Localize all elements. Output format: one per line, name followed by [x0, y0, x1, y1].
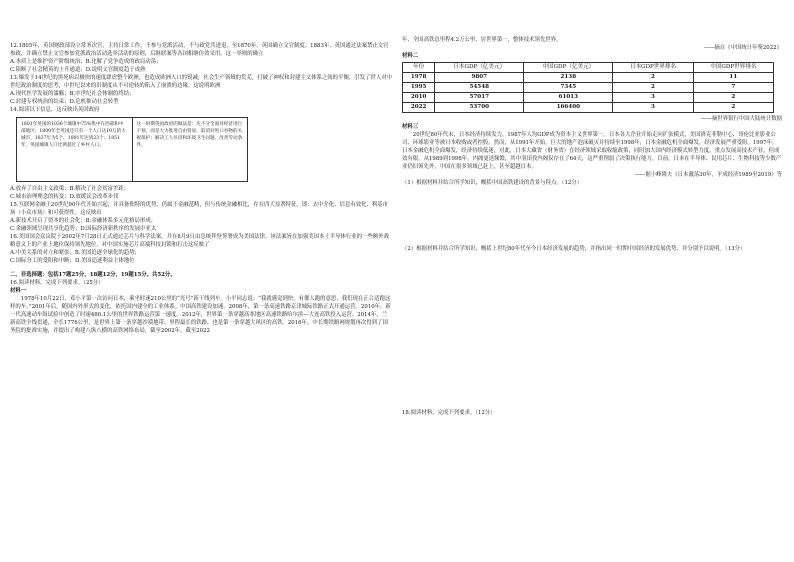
table-cell: 57017: [435, 93, 524, 103]
material-1-text: 1978年10月22日，邓小平第一次访问日本，乘坐时速210公里的“光号”新干线列车。小平同志说：“我就感觉到快，有催人跑的意思，我们现在正合适跑这样的车。”2001年后，随国内外形式的变化，依托国内建全的工业体系。中国高铁建设加速。2008年，第一条高速铁路京津城际铁路正式开通运营。2010年，新一代高速动车组试验中创造了时速486.1公里的世界铁路运营第一速度。2012年，世界第一条穿越高寒地区高速铁路哈尔滨—大连高铁投入运营。2014年，兰新高铁全线贯通，全长1776公里，是世界上第一条穿越沙漠地带、里程最长的铁路，也是第一条穿越大风区的高铁。2016年，中长期铁路网规划再次得到了国务院的批准实施，并提出了构建八纵八横的高铁网络布局，截至2002年，截至2022: [10, 296, 391, 334]
question-16-stem: 16.美国国会众议院于2002年7月28日正式通过芯片与科学法案，并在8月9日由总统拜登签署成为美国法律。该法案旨在加强美国本土半导体行业的一些额外战略意义上的产业上地位保持领先地位，对中国实施芯片高端科技封锁和打击这反映了: [10, 234, 390, 248]
left-column: [10, 42, 392, 335]
question-14-stem: 14.阅读以下信息，这反映出英国政府: [10, 107, 100, 113]
question-13-stem: 13.爆发于14世纪的黑死病以极快的速度肆虐整个欧洲，也造成欧洲人口的锐减，社会生产领域的荒芜，打破了神权和封建主义体系之间的平衡，引发了世人对中世纪政治制度的思考，中世纪以来的旧制度从不可逆转的陷入了崩溃的边缘。这说明欧洲: [10, 75, 392, 89]
material-3-text: 20世纪80年代末，日本经济持续发力，1987年人均GDP成为资本主义世界第一。日本各大企业开始走向扩张模式，美国洛克菲勒中心、哥伦比亚影业公司、环球影业等被日本收购或者控股。然而，从1991年开始，巨大的地产泡沫破灭并持续至1998年，日本金融危机全面爆发，经济发展严重受阻。1997年，日本金融危机全面爆发，经济持续低迷，对此，日本大藏省（财务省）在经济领域采取收缩政策，同时加大国内经济模式转型力度，重点发展高技术产业，但成效有限。从1989到1998年，内阁更迭频繁，其中羽田孜内阁仅存在了64天，这严重削弱了决策执行能力。目前，日本在半导体、民用芯片、生物科技等少数产业仍旧领先外，中国在很多领域已赶上，甚至超越日本。: [402, 132, 782, 170]
table-header-cell: 年份: [403, 63, 435, 73]
question-15: [10, 201, 392, 233]
answer-space-2: [402, 253, 782, 409]
question-17-heading: 16.阅读材料，完成下列要求。（25分）: [10, 280, 104, 286]
question-12: [10, 42, 392, 74]
table-cell: 2138: [524, 73, 613, 83]
question-12-option-row: A.本质上是维护资产阶级统治；B.化解了党争造成的政局动荡；: [10, 59, 162, 65]
table-cell: 2: [693, 103, 773, 113]
table-cell: 9807: [435, 73, 524, 83]
material-1-source: ——摘自《中国统计年鉴2022》: [703, 45, 782, 51]
material-3-label: 材料三: [402, 124, 419, 130]
right-column: [402, 36, 782, 417]
question-12-stem: 12.1805年，英国财政部设立常务次官，主持日常工作，不参与党派活动，不与政党共进退。至1870年，英国确立文官制度；1883年，英国通过法案禁止文官参政，并确立禁止文官参加党派政治活动选举活动的原则，后继联案等各国相继仿效采用。这一举则的确立: [10, 43, 389, 57]
question-12-option-row: C.阻断了社会精英的上升通道；D.说明文官制度趋于成熟: [10, 67, 146, 73]
question-13-option-row: C.封建专权统治的结束；D.危机推动社会转型: [10, 99, 119, 105]
question-14-option-row: A.放弃了自由主义政策；B.解决了社会贫富差距；: [10, 186, 130, 192]
table-cell: 11: [693, 73, 773, 83]
question-13: [10, 74, 392, 106]
table-cell: 3: [613, 103, 693, 113]
table-cell: 2: [613, 73, 693, 83]
section-two-heading: 二、非选择题：包括17题25分，18题12分，19题15分。共52分。: [10, 272, 176, 278]
question-15-option-row: C.金融领域呈现共享化趋势；D.国际经济新秩序的发展中亚太: [10, 226, 157, 232]
table-cell: 166400: [524, 103, 613, 113]
table-row: [403, 103, 774, 113]
table-cell: 2022: [403, 103, 435, 113]
table-cell: 2: [693, 93, 773, 103]
material-2-source: ——摘世界银行中国大陆统计数据: [701, 116, 782, 122]
table-cell: 54548: [435, 83, 524, 93]
table-row: [403, 73, 774, 83]
question-15-option-row: A.新技术开启了资本的社会化；B.金融体系多元化格局形成；: [10, 218, 157, 224]
material-3-source: ——据小峰隆夫《日本激荡30年，平成经济1989至2019》等: [634, 172, 782, 178]
table-cell: 1978: [403, 73, 435, 83]
question-14-option-row: C.城市治理理念的转变；D.放缓议会改革步伐: [10, 194, 119, 200]
question-14-info-table: [16, 117, 248, 182]
table-cell: 3: [613, 93, 693, 103]
table-header-row: [403, 63, 774, 73]
question-15-stem: 15.互联网金融于20世纪90年代开始兴起，并具备独特的优势，仍属于金融范畴，但与传统金融相比，存在四大显著特征，即：去中介化、信息有效化、利基市场（小众市场）和可获得性。这反映出: [10, 202, 389, 216]
table-header-cell: 中国GDP世界排名: [693, 63, 773, 73]
sub-question-1: （1）根据材料并结合所学知识，概括中国高铁建设的背景与特点。（12分）: [402, 180, 583, 186]
material-1-label: 材料一: [10, 288, 27, 294]
table-cell: 53700: [435, 103, 524, 113]
table-header-cell: 中国GDP（亿美元）: [524, 63, 613, 73]
material-1-continued: 年，全国高铁总里程4.2万公里，居世界第一，整体技术领先世界。: [402, 37, 562, 43]
question-16: [10, 233, 392, 265]
question-16-option-row: C.国际分工的受阻和中断；D.美国追逐利益主体地位: [10, 258, 135, 264]
table-row: [403, 93, 774, 103]
table-cell: 1995: [403, 83, 435, 93]
info-table-right-cell: 这一时期英国政府的做法是：先不分全面对经济进行干预，而是大力推进自由贸易，取消对进口谷物的关税保护；解决工人住房和环境卫生问题，改善劳动条件。: [132, 118, 248, 181]
gdp-table: [402, 62, 774, 113]
table-cell: 7: [693, 83, 773, 93]
sub-question-2: （2）根据材料并结合所学知识，概括上世纪80年代至今日本经济发展的趋势，并指出同一时期中国经济的发展优势，并分别予以说明。（13分）: [402, 246, 746, 252]
question-14: [10, 106, 392, 201]
material-2-label: 材料二: [402, 53, 419, 59]
info-table-left-cell: 1801年英国的1036个城镇中75%集中在西部和中部地区；1800年全英国还只有一个人口达10万的大城市，1837年为5个，1891年达到23个；1851年，英国城镇人口比例超过了乡村人口。: [21, 122, 126, 148]
question-13-option-row: A.现代医学发展的滥觞；B.中世纪社会体制的终结；: [10, 91, 135, 97]
table-header-cell: 日本GDP（亿美元）: [435, 63, 524, 73]
answer-space-1: [402, 187, 782, 245]
question-18-heading: 18.阅读材料，完成下列要求。（12分）: [402, 410, 496, 416]
table-cell: 2: [613, 83, 693, 93]
table-row: [403, 83, 774, 93]
table-cell: 7345: [524, 83, 613, 93]
table-cell: 61013: [524, 93, 613, 103]
table-header-cell: 日本GDP世界排名: [613, 63, 693, 73]
question-16-option-row: A.中美关系的对立和紧张；B.美国追逐全球化的趋势；: [10, 250, 140, 256]
table-cell: 2010: [403, 93, 435, 103]
